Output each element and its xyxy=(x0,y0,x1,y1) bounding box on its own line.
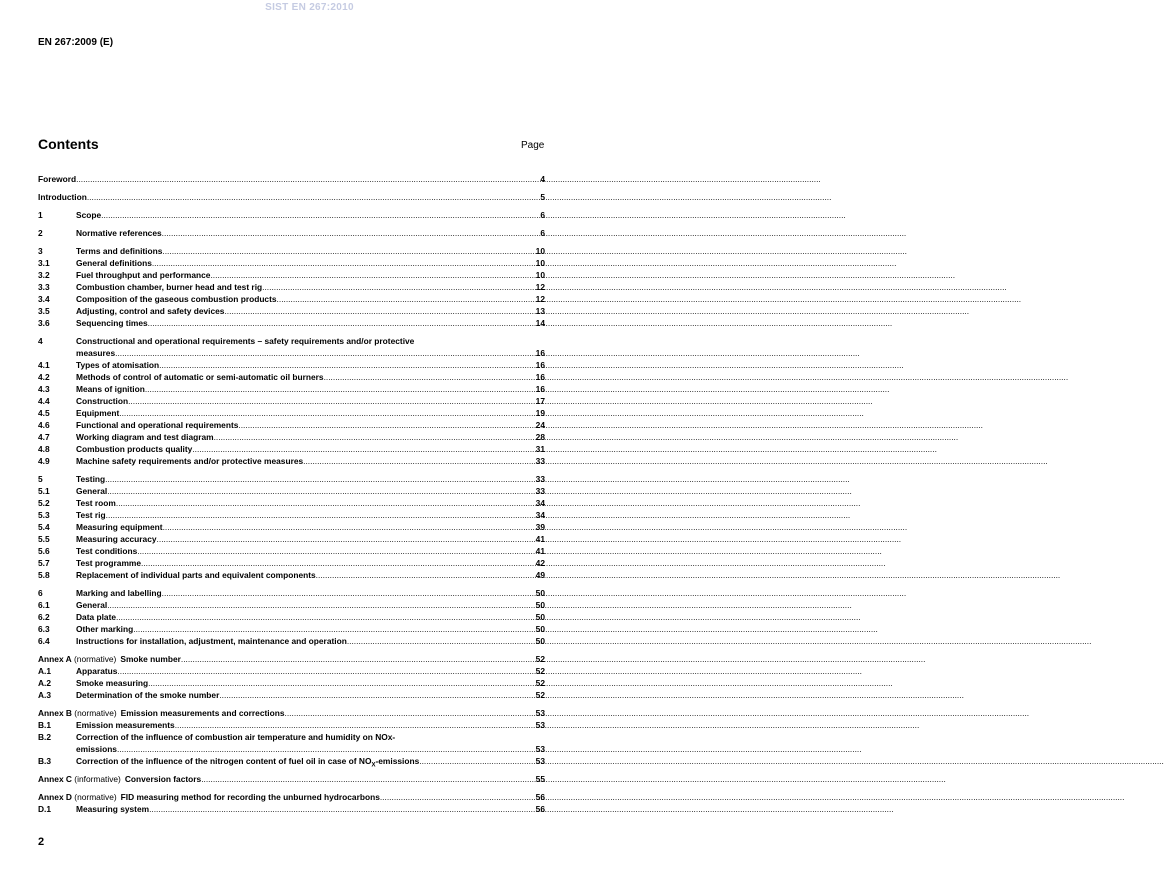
toc-title-text: Fuel throughput and performance xyxy=(76,270,211,280)
dot-leader xyxy=(137,545,534,557)
toc-entry[interactable] xyxy=(38,533,545,545)
toc-title-text: Functional and operational requirements xyxy=(76,420,239,430)
toc-entry-number: 2 xyxy=(38,228,43,238)
toc-entry-number: 6.3 xyxy=(38,624,50,634)
dot-leader xyxy=(119,407,534,419)
toc-entry-number: 5.1 xyxy=(38,486,50,496)
annex-label: Annex B xyxy=(38,708,72,718)
toc-entry-title xyxy=(76,473,105,485)
toc-entry-title xyxy=(76,257,152,269)
toc-entry-title xyxy=(76,395,128,407)
toc-title-text: Correction of the influence of the nitrogen content of fuel oil in case of NO xyxy=(76,756,372,766)
toc-title-text: Foreword xyxy=(38,174,77,184)
toc-entry[interactable] xyxy=(38,419,545,431)
toc-entry-page: 16 xyxy=(535,372,545,382)
toc-entry-page: 5 xyxy=(540,192,545,202)
toc-entry[interactable] xyxy=(38,395,545,407)
toc-entry-number: 1 xyxy=(38,210,43,220)
toc-entry-page: 33 xyxy=(535,474,545,484)
toc-title-text: Terms and definitions xyxy=(76,246,163,256)
toc-entry-page: 50 xyxy=(535,624,545,634)
toc-entry-title xyxy=(76,677,148,689)
toc-entry-number: 3.4 xyxy=(38,294,50,304)
toc-entry-number: 3.1 xyxy=(38,258,50,268)
toc-entry[interactable] xyxy=(38,227,545,239)
toc-entry-title xyxy=(76,755,419,772)
toc-entry[interactable] xyxy=(38,245,545,257)
toc-entry-title xyxy=(38,653,181,665)
toc-entry[interactable] xyxy=(38,719,545,731)
annex-kind: (normative) xyxy=(71,708,117,718)
toc-entry-page: 52 xyxy=(535,690,545,700)
toc-entry-page: 33 xyxy=(535,486,545,496)
dot-leader xyxy=(162,245,534,257)
toc-entry[interactable] xyxy=(38,653,545,665)
toc-entry[interactable] xyxy=(38,173,545,185)
dot-leader xyxy=(316,569,535,581)
toc-entry-title xyxy=(76,293,277,305)
toc-entry-title xyxy=(76,731,395,743)
toc-entry-page: 16 xyxy=(535,360,545,370)
dot-leader xyxy=(162,227,540,239)
dot-leader xyxy=(159,359,535,371)
toc-entry[interactable] xyxy=(38,569,545,581)
toc-entry-number: 4.2 xyxy=(38,372,50,382)
toc-entry[interactable] xyxy=(38,803,545,815)
toc-entry-page: 12 xyxy=(535,282,545,292)
toc-entry-title xyxy=(76,209,101,221)
toc-entry-page: 34 xyxy=(535,510,545,520)
toc-entry-number: 3.6 xyxy=(38,318,50,328)
toc-entry-title xyxy=(76,803,149,815)
toc-entry[interactable] xyxy=(38,755,545,767)
toc-entry[interactable] xyxy=(38,485,545,497)
toc-entry-number: 5.7 xyxy=(38,558,50,568)
dot-leader xyxy=(175,719,535,731)
toc-entry[interactable] xyxy=(38,509,545,521)
toc-title-text: Means of ignition xyxy=(76,384,145,394)
dot-leader xyxy=(380,791,535,803)
toc-entry-title xyxy=(76,407,119,419)
toc-title-text: Apparatus xyxy=(76,666,118,676)
annex-label: Annex D xyxy=(38,792,72,802)
toc-title-text: Test programme xyxy=(76,558,141,568)
toc-entry-number: 3.5 xyxy=(38,306,50,316)
toc-entry-title xyxy=(38,791,380,803)
toc-title-text: Adjusting, control and safety devices xyxy=(76,306,225,316)
dot-leader xyxy=(224,305,534,317)
toc-entry-page: 50 xyxy=(535,588,545,598)
toc-title-text: Testing xyxy=(76,474,106,484)
toc-entry-title xyxy=(76,743,117,755)
toc-entry-page: 10 xyxy=(535,258,545,268)
toc-title-text: emissions xyxy=(76,744,117,754)
toc-entry-title xyxy=(76,359,159,371)
toc-entry-title xyxy=(76,245,162,257)
toc-entry-title xyxy=(76,443,192,455)
dot-leader xyxy=(324,371,535,383)
page-number: 2 xyxy=(38,836,45,848)
toc-title-text: Replacement of individual parts and equivalent components xyxy=(76,570,316,580)
toc-entry-number: 4.8 xyxy=(38,444,50,454)
toc-entry-number: 4.4 xyxy=(38,396,50,406)
toc-entry-number: B.1 xyxy=(38,720,52,730)
toc-entry-title xyxy=(76,533,157,545)
dot-leader xyxy=(145,383,535,395)
document-reference: EN 267:2009 (E) xyxy=(38,37,114,48)
toc-entry-title xyxy=(76,623,133,635)
toc-entry-title xyxy=(76,587,162,599)
toc-entry[interactable] xyxy=(38,707,545,719)
toc-entry-page: 42 xyxy=(535,558,545,568)
toc-entry-number: A.1 xyxy=(38,666,52,676)
toc-title-text: Construction xyxy=(76,396,129,406)
dot-leader xyxy=(117,665,534,677)
toc-entry-title xyxy=(76,557,141,569)
dot-leader xyxy=(87,191,539,203)
toc-entry-number: B.3 xyxy=(38,756,52,766)
toc-entry-page: 50 xyxy=(535,612,545,622)
toc-entry[interactable] xyxy=(38,743,545,755)
dot-leader xyxy=(116,611,535,623)
toc-entry-page: 41 xyxy=(535,546,545,556)
toc-entry-title xyxy=(76,509,106,521)
dot-leader xyxy=(157,533,535,545)
toc-entry-title xyxy=(38,773,201,785)
toc-entry-title xyxy=(76,665,117,677)
toc-entry-number: 4.9 xyxy=(38,456,50,466)
subscript: X xyxy=(371,762,376,769)
dot-leader xyxy=(141,557,535,569)
toc-entry-page: 50 xyxy=(535,600,545,610)
toc-entry-title xyxy=(76,599,107,611)
toc-entry[interactable] xyxy=(38,545,545,557)
toc-entry-page: 24 xyxy=(535,420,545,430)
toc-entry[interactable] xyxy=(38,359,545,371)
dot-leader xyxy=(163,521,535,533)
dot-leader xyxy=(148,677,535,689)
toc-entry-number: 6.1 xyxy=(38,600,50,610)
toc-entry[interactable] xyxy=(38,443,545,455)
toc-entry[interactable] xyxy=(38,665,545,677)
toc-entry-page: 41 xyxy=(535,534,545,544)
toc-title-text: Instructions for installation, adjustment, maintenance and operation xyxy=(76,636,347,646)
toc-entry-number: 6 xyxy=(38,588,43,598)
dot-leader xyxy=(219,689,534,701)
annex-title: Conversion factors xyxy=(124,774,202,784)
toc-entry-page: 34 xyxy=(535,498,545,508)
toc-entry-number: B.2 xyxy=(38,732,52,742)
toc-entry-number: 5.5 xyxy=(38,534,50,544)
toc-entry[interactable] xyxy=(38,623,545,635)
toc-entry-title xyxy=(76,371,324,383)
annex-label: Annex A xyxy=(38,654,72,664)
toc-entry[interactable] xyxy=(38,335,545,347)
toc-entry-title xyxy=(76,281,262,293)
toc-entry[interactable] xyxy=(38,635,545,647)
annex-kind: (informative) xyxy=(71,774,121,784)
toc-entry-number: 4.5 xyxy=(38,408,50,418)
toc-title-text: Test room xyxy=(76,498,116,508)
dot-leader xyxy=(116,497,535,509)
toc-entry[interactable] xyxy=(38,293,545,305)
toc-entry[interactable] xyxy=(38,773,545,785)
toc-entry-page: 10 xyxy=(535,270,545,280)
toc-title-text: Correction of the influence of combustion air temperature and humidity on NOx- xyxy=(76,732,396,742)
toc-title-text: Data plate xyxy=(76,612,117,622)
toc-entry[interactable] xyxy=(38,305,545,317)
dot-leader xyxy=(107,599,534,611)
dot-leader xyxy=(133,623,534,635)
toc-entry[interactable] xyxy=(38,191,545,203)
toc-title-text: Other marking xyxy=(76,624,134,634)
toc-entry[interactable] xyxy=(38,473,545,485)
toc-entry-page: 28 xyxy=(535,432,545,442)
toc-entry[interactable] xyxy=(38,371,545,383)
toc-entry-title xyxy=(76,635,347,647)
watermark: SIST EN 267:2010 xyxy=(265,2,354,13)
dot-leader xyxy=(76,173,539,185)
annex-label: Annex C xyxy=(38,774,72,784)
dot-leader xyxy=(347,635,535,647)
toc-title-text: Sequencing times xyxy=(76,318,148,328)
dot-leader xyxy=(101,209,539,221)
toc-entry[interactable] xyxy=(38,731,545,743)
toc-entry-title xyxy=(76,431,214,443)
toc-entry-page: 53 xyxy=(535,744,545,754)
toc-entry[interactable] xyxy=(38,347,545,359)
toc-entry-title xyxy=(76,419,238,431)
toc-entry-page: 13 xyxy=(535,306,545,316)
toc-title-text: Test rig xyxy=(76,510,106,520)
toc-entry-title xyxy=(76,497,116,509)
toc-title-text: Types of atomisation xyxy=(76,360,160,370)
toc-entry-page: 33 xyxy=(535,456,545,466)
toc-entry-number: 5 xyxy=(38,474,43,484)
dot-leader xyxy=(181,653,535,665)
dot-leader xyxy=(285,707,535,719)
toc-entry[interactable] xyxy=(38,599,545,611)
toc-entry-page: 52 xyxy=(535,678,545,688)
toc-entry[interactable] xyxy=(38,317,545,329)
toc-entry-title xyxy=(76,269,210,281)
toc-entry-number: D.1 xyxy=(38,804,52,814)
dot-leader xyxy=(238,419,534,431)
toc-title-text: Combustion products quality xyxy=(76,444,193,454)
toc-entry[interactable] xyxy=(38,209,545,221)
toc-entry-page: 19 xyxy=(535,408,545,418)
toc-entry-number: 4 xyxy=(38,336,43,346)
toc-entry-page: 39 xyxy=(535,522,545,532)
toc-entry-number: 5.4 xyxy=(38,522,50,532)
toc-entry-page: 6 xyxy=(540,228,545,238)
toc-entry-title xyxy=(76,719,175,731)
toc-entry-title xyxy=(76,335,414,347)
toc-entry[interactable] xyxy=(38,383,545,395)
toc-entry-page: 56 xyxy=(535,804,545,814)
toc-entry-title xyxy=(76,545,137,557)
toc-entry[interactable] xyxy=(38,455,545,467)
dot-leader xyxy=(214,431,535,443)
dot-leader xyxy=(107,485,534,497)
toc-entry-page: 31 xyxy=(535,444,545,454)
toc-entry[interactable] xyxy=(38,407,545,419)
toc-entry-title xyxy=(38,707,285,719)
toc-title-text: Equipment xyxy=(76,408,120,418)
dot-leader xyxy=(117,743,535,755)
dot-leader xyxy=(148,317,535,329)
toc-entry-number: 4.6 xyxy=(38,420,50,430)
toc-entry-page: 50 xyxy=(535,636,545,646)
toc-title-text: Working diagram and test diagram xyxy=(76,432,214,442)
toc-entry-title xyxy=(76,521,163,533)
toc-title-text: Scope xyxy=(76,210,102,220)
toc-title-text: Introduction xyxy=(38,192,87,202)
annex-title: Smoke number xyxy=(120,654,181,664)
toc-title-text: Machine safety requirements and/or protective measures xyxy=(76,456,304,466)
toc-entry-number: 5.6 xyxy=(38,546,50,556)
toc-entry[interactable] xyxy=(38,689,545,701)
toc-entry-title xyxy=(76,569,316,581)
toc-entry-number: A.2 xyxy=(38,678,52,688)
toc-title-text: Composition of the gaseous combustion products xyxy=(76,294,277,304)
toc-title-text: Constructional and operational requirements – safety requirements and/or protective xyxy=(76,336,415,346)
toc-entry-page: 55 xyxy=(535,774,545,784)
toc-entry-number: 5.8 xyxy=(38,570,50,580)
dot-leader xyxy=(201,773,534,785)
toc-title-suffix: -emissions xyxy=(375,756,420,766)
toc-entry-title xyxy=(38,191,87,203)
annex-kind: (normative) xyxy=(71,792,117,802)
toc-entry-number: 4.1 xyxy=(38,360,50,370)
toc-title-text: Measuring accuracy xyxy=(76,534,157,544)
toc-entry-title xyxy=(76,347,115,359)
toc-entry-page: 6 xyxy=(540,210,545,220)
toc-entry-number: 4.7 xyxy=(38,432,50,442)
toc-entry-page: 53 xyxy=(535,708,545,718)
toc-title-text: Normative references xyxy=(76,228,162,238)
dot-leader xyxy=(152,257,535,269)
toc-title-text: Measuring equipment xyxy=(76,522,163,532)
dot-leader xyxy=(277,293,535,305)
table-of-contents xyxy=(38,173,545,815)
toc-entry-page: 4 xyxy=(540,174,545,184)
toc-title-text: Marking and labelling xyxy=(76,588,162,598)
toc-entry[interactable] xyxy=(38,497,545,509)
dot-leader xyxy=(128,395,535,407)
toc-entry-page: 17 xyxy=(535,396,545,406)
toc-entry-page: 53 xyxy=(535,756,545,766)
toc-title-text: Measuring system xyxy=(76,804,150,814)
toc-entry-page: 16 xyxy=(535,348,545,358)
toc-entry-number: 4.3 xyxy=(38,384,50,394)
toc-entry[interactable] xyxy=(38,587,545,599)
dot-leader xyxy=(192,443,534,455)
toc-entry-page: 49 xyxy=(535,570,545,580)
page-title: Contents xyxy=(38,136,99,152)
dot-leader xyxy=(105,473,535,485)
toc-entry-page: 16 xyxy=(535,384,545,394)
page-column-label: Page xyxy=(521,140,545,151)
toc-entry[interactable] xyxy=(38,677,545,689)
toc-title-text: Smoke measuring xyxy=(76,678,149,688)
annex-title: Emission measurements and corrections xyxy=(120,708,285,718)
toc-entry-page: 52 xyxy=(535,666,545,676)
toc-entry-page: 56 xyxy=(535,792,545,802)
dot-leader xyxy=(106,509,535,521)
toc-title-text: Methods of control of automatic or semi-automatic oil burners xyxy=(76,372,324,382)
toc-entry-number: 6.2 xyxy=(38,612,50,622)
toc-title-text: Emission measurements xyxy=(76,720,175,730)
toc-title-text: Combustion chamber, burner head and test rig xyxy=(76,282,263,292)
toc-entry-title xyxy=(76,611,116,623)
toc-entry-title xyxy=(76,227,162,239)
toc-title-text: Determination of the smoke number xyxy=(76,690,220,700)
dot-leader xyxy=(115,347,535,359)
toc-entry-title xyxy=(76,383,145,395)
toc-title-text: measures xyxy=(76,348,116,358)
toc-entry-number: 5.3 xyxy=(38,510,50,520)
dot-leader xyxy=(419,755,534,767)
toc-title-text: General definitions xyxy=(76,258,152,268)
dot-leader xyxy=(149,803,535,815)
toc-entry-page: 12 xyxy=(535,294,545,304)
toc-entry-page: 52 xyxy=(535,654,545,664)
toc-entry[interactable] xyxy=(38,269,545,281)
toc-entry[interactable] xyxy=(38,521,545,533)
toc-entry-number: 3 xyxy=(38,246,43,256)
toc-entry-page: 14 xyxy=(535,318,545,328)
toc-entry-title xyxy=(76,689,219,701)
dot-leader xyxy=(162,587,535,599)
toc-entry-page: 53 xyxy=(535,720,545,730)
dot-leader xyxy=(262,281,535,293)
toc-entry[interactable] xyxy=(38,431,545,443)
toc-entry[interactable] xyxy=(38,791,545,803)
toc-entry-number: 6.4 xyxy=(38,636,50,646)
toc-title-text: General xyxy=(76,486,108,496)
toc-entry-number: 3.3 xyxy=(38,282,50,292)
toc-title-text: General xyxy=(76,600,108,610)
dot-leader xyxy=(210,269,534,281)
toc-title-text: Test conditions xyxy=(76,546,138,556)
annex-kind: (normative) xyxy=(71,654,117,664)
toc-entry-title xyxy=(76,485,107,497)
toc-entry-number: A.3 xyxy=(38,690,52,700)
toc-entry[interactable] xyxy=(38,281,545,293)
toc-entry-title xyxy=(38,173,76,185)
toc-entry[interactable] xyxy=(38,557,545,569)
toc-entry-page: 10 xyxy=(535,246,545,256)
toc-entry-number: 3.2 xyxy=(38,270,50,280)
toc-entry[interactable] xyxy=(38,611,545,623)
toc-entry-title xyxy=(76,305,224,317)
dot-leader xyxy=(303,455,535,467)
annex-title: FID measuring method for recording the unburned hydrocarbons xyxy=(120,792,380,802)
toc-entry-title xyxy=(76,317,148,329)
toc-entry[interactable] xyxy=(38,257,545,269)
toc-entry-number: 5.2 xyxy=(38,498,50,508)
toc-entry-title xyxy=(76,455,303,467)
